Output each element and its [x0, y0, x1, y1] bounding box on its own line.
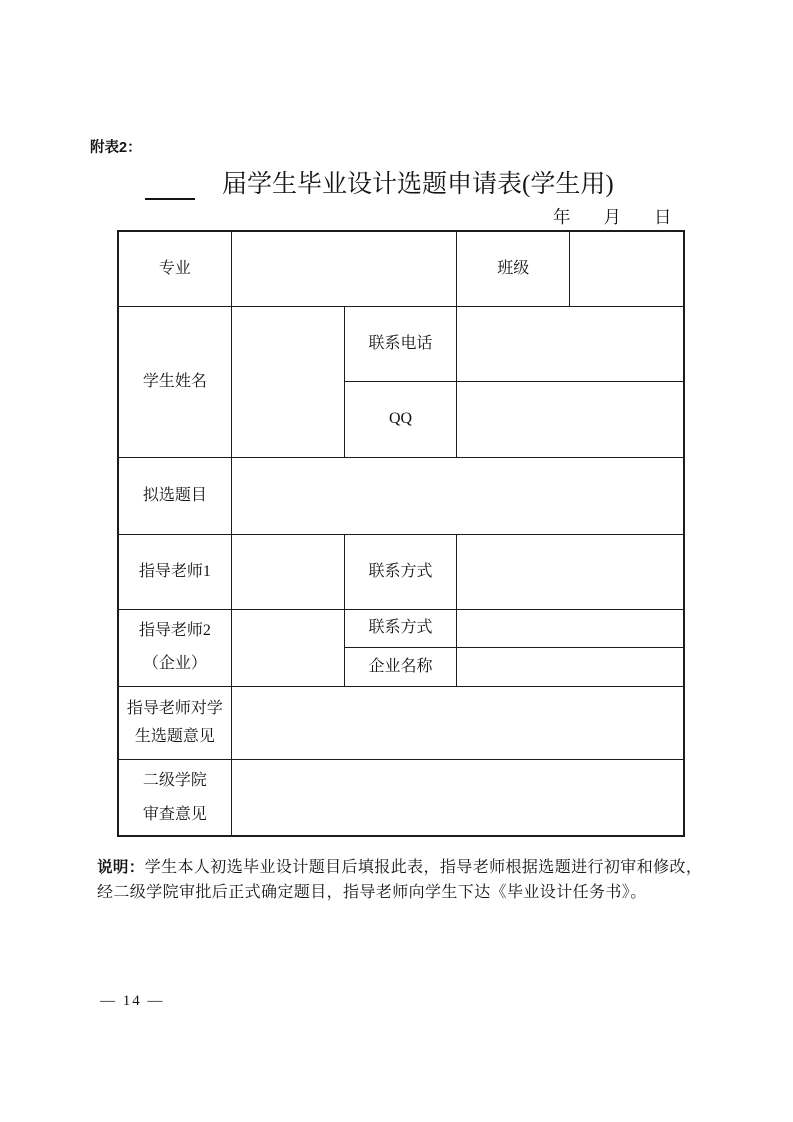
note-line1-text: 学生本人初选毕业设计题目后填报此表，指导老师根据选题进行初审和修改， [144, 859, 703, 876]
advisor2-contact-value-cell [457, 610, 683, 648]
phone-label-cell: 联系电话 [345, 307, 458, 382]
advisor2-name-value-cell [232, 610, 345, 687]
qq-value-cell [457, 382, 683, 458]
major-label-cell: 专业 [119, 232, 232, 307]
advisor2-label-line1: 指导老师2 [138, 622, 211, 640]
student-name-label-cell: 学生姓名 [119, 307, 232, 458]
date-line [553, 204, 672, 229]
company-name-label-cell: 企业名称 [345, 648, 458, 687]
note-label: 说明： [97, 859, 145, 876]
advisor1-label-cell: 指导老师1 [119, 535, 232, 610]
form-title-row [145, 164, 614, 200]
college-review-label-cell [119, 760, 232, 835]
proposed-topic-value-cell [232, 458, 683, 535]
form-title: 届学生毕业设计选题申请表(学生用) [222, 171, 614, 198]
instructions-note [97, 856, 711, 905]
date-day-label: 日 [654, 207, 672, 227]
application-form-table [117, 230, 685, 837]
class-label-cell: 班级 [457, 232, 570, 307]
advisor1-contact-label-cell: 联系方式 [345, 535, 458, 610]
company-name-value-cell [457, 648, 683, 687]
proposed-topic-label-cell: 拟选题目 [119, 458, 232, 535]
advisor2-contact-label-cell: 联系方式 [345, 610, 458, 648]
advisor-opinion-label-line2: 生选题意见 [134, 728, 215, 745]
advisor-opinion-label-line1: 指导老师对学 [126, 699, 223, 717]
student-name-value-cell [232, 307, 345, 458]
class-value-cell [570, 232, 683, 307]
college-review-value-cell [232, 760, 683, 835]
advisor2-label-cell [119, 610, 232, 687]
college-review-label-line2: 审查意见 [142, 805, 207, 823]
year-blank-underline [145, 174, 195, 200]
annex-label: 附表2： [90, 140, 142, 156]
phone-value-cell [457, 307, 683, 382]
advisor-opinion-label-cell [119, 687, 232, 760]
date-year-label: 年 [553, 207, 571, 227]
note-line1 [97, 856, 711, 881]
advisor1-name-value-cell [232, 535, 345, 610]
advisor1-contact-value-cell [457, 535, 683, 610]
note-line2: 经二级学院审批后正式确定题目，指导老师向学生下达《毕业设计任务书》。 [97, 883, 647, 901]
page-number: — 14 — [100, 993, 165, 1009]
college-review-label-line1: 二级学院 [142, 771, 207, 789]
date-month-label: 月 [603, 207, 621, 227]
major-value-cell [232, 232, 458, 307]
advisor-opinion-value-cell [232, 687, 683, 760]
advisor2-label-line2: （企业） [142, 655, 207, 672]
qq-label-cell: QQ [345, 382, 458, 458]
